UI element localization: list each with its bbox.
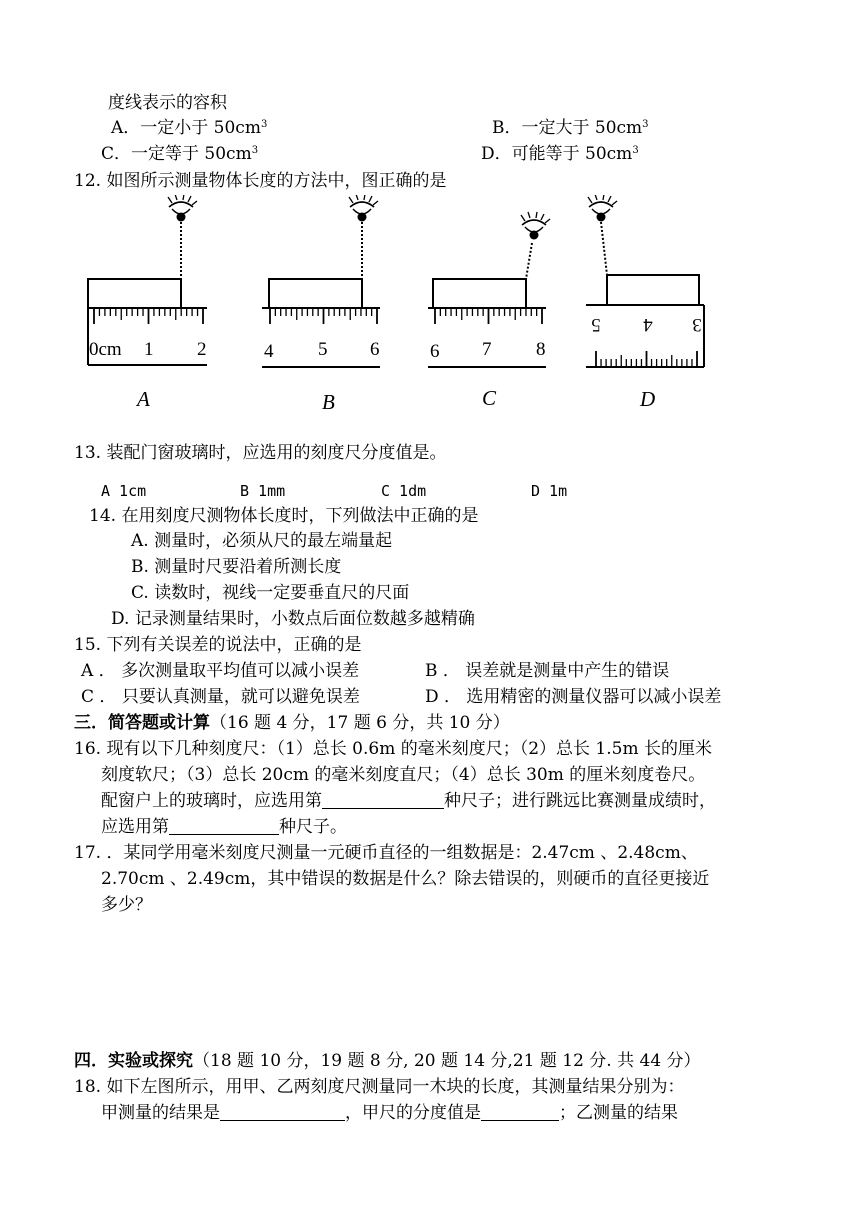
q18-answer-blank-2[interactable] xyxy=(481,1104,559,1121)
section-4-heading: 四．实验或探究（18 题 10 分，19 题 8 分, 20 题 14 分,21 题 12 分. 共 44 分） xyxy=(74,1051,701,1071)
figure-d-tick-0: 5 xyxy=(591,314,601,335)
figure-c-eye-icon xyxy=(521,212,550,240)
q13-option-a: A 1cm xyxy=(101,482,147,500)
q18-line-1: 18. 如下左图所示，用甲、乙两刻度尺测量同一木块的长度，其测量结果分别为： xyxy=(74,1077,685,1097)
figure-d-tick-1: 4 xyxy=(643,314,653,335)
figure-b-eye-icon xyxy=(349,195,378,222)
figure-d-label: D xyxy=(640,387,656,411)
q15-option-b: B ． 误差就是测量中产生的错误 xyxy=(425,661,670,681)
q14-option-b: B. 测量时尺要沿着所测长度 xyxy=(131,557,342,577)
figure-b-ruler xyxy=(262,195,380,367)
q18-answer-blank-1[interactable] xyxy=(220,1104,345,1121)
figure-d-tick-2: 3 xyxy=(692,314,702,335)
q14-stem: 14. 在用刻度尺测物体长度时，下列做法中正确的是 xyxy=(89,506,479,526)
q12-ruler-figures xyxy=(0,195,860,375)
q15-option-c: C ． 只要认真测量，就可以避免误差 xyxy=(81,687,360,707)
q16-line-1: 16. 现有以下几种刻度尺：（1）总长 0.6m 的毫米刻度尺；（2）总长 1.5m 长的厘米 xyxy=(74,739,712,759)
q15-stem: 15. 下列有关误差的说法中，正确的是 xyxy=(74,635,362,655)
figure-a-ruler xyxy=(88,195,207,365)
q13-option-b: B 1mm xyxy=(240,482,286,500)
figure-b-tick-2: 6 xyxy=(370,339,380,360)
q13-stem: 13. 装配门窗玻璃时，应选用的刻度尺分度值是。 xyxy=(74,443,447,463)
figure-c-tick-2: 8 xyxy=(536,339,546,360)
figure-b-tick-0: 4 xyxy=(264,341,274,362)
q16-answer-blank-2[interactable] xyxy=(169,818,279,835)
figure-d-ruler xyxy=(586,195,704,367)
q16-line-3: 配窗户上的玻璃时，应选用第 种尺子；进行跳远比赛测量成绩时， xyxy=(101,791,716,811)
figure-a-tick-2: 2 xyxy=(197,339,207,360)
figure-c-tick-1: 7 xyxy=(482,339,492,360)
figure-d-eye-icon xyxy=(588,195,617,222)
q11-option-c: C．一定等于 $50cm^3$ xyxy=(101,144,259,164)
figure-c-tick-0: 6 xyxy=(430,341,440,362)
figure-b-tick-1: 5 xyxy=(318,339,328,360)
q11-option-d: D．可能等于 $50cm^3$ xyxy=(481,144,639,164)
q11-option-a: A．一定小于 $50cm^3$ xyxy=(111,118,268,138)
q14-option-c: C. 读数时，视线一定要垂直尺的尺面 xyxy=(131,583,410,603)
figure-a-tick-0: 0cm xyxy=(89,339,122,360)
figure-b-label: B xyxy=(322,390,335,414)
q11-stem-continuation: 度线表示的容积 xyxy=(108,93,227,113)
section-3-heading: 三．简答题或计算（16 题 4 分，17 题 6 分，共 10 分） xyxy=(74,713,510,733)
q15-option-d: D ． 选用精密的测量仪器可以减小误差 xyxy=(425,687,722,707)
q11-option-b: B．一定大于 $50cm^3$ xyxy=(492,118,649,138)
q16-answer-blank-1[interactable] xyxy=(322,792,444,809)
q15-option-a: A ． 多次测量取平均值可以减小误差 xyxy=(81,661,360,681)
figure-a-label: A xyxy=(137,387,150,411)
q18-line-2: 甲测量的结果是 ，甲尺的分度值是 ；乙测量的结果 xyxy=(101,1103,678,1123)
figure-c-label: C xyxy=(482,386,497,410)
q13-option-c: C 1dm xyxy=(381,482,427,500)
q17-line-1: 17. ．某同学用毫米刻度尺测量一元硬币直径的一组数据是：2.47cm 、2.48cm、 xyxy=(74,843,698,863)
q16-line-4: 应选用第 种尺子。 xyxy=(101,817,347,837)
q17-line-2: 2.70cm 、2.49cm，其中错误的数据是什么？除去错误的，则硬币的直径更接近 xyxy=(101,869,710,889)
figure-a-eye-icon xyxy=(168,195,197,222)
figure-c-ruler xyxy=(428,212,550,367)
q12-stem: 12. 如图所示测量物体长度的方法中，图正确的是 xyxy=(74,171,447,191)
figure-a-tick-1: 1 xyxy=(144,339,154,360)
q14-option-a: A. 测量时，必须从尺的最左端量起 xyxy=(131,531,393,551)
q14-option-d: D. 记录测量结果时，小数点后面位数越多越精确 xyxy=(111,609,475,629)
q13-option-d: D 1m xyxy=(531,482,568,500)
q16-line-2: 刻度软尺；（3）总长 20cm 的毫米刻度直尺；（4）总长 30m 的厘米刻度卷尺。 xyxy=(101,765,706,785)
q17-line-3: 多少？ xyxy=(101,895,152,915)
